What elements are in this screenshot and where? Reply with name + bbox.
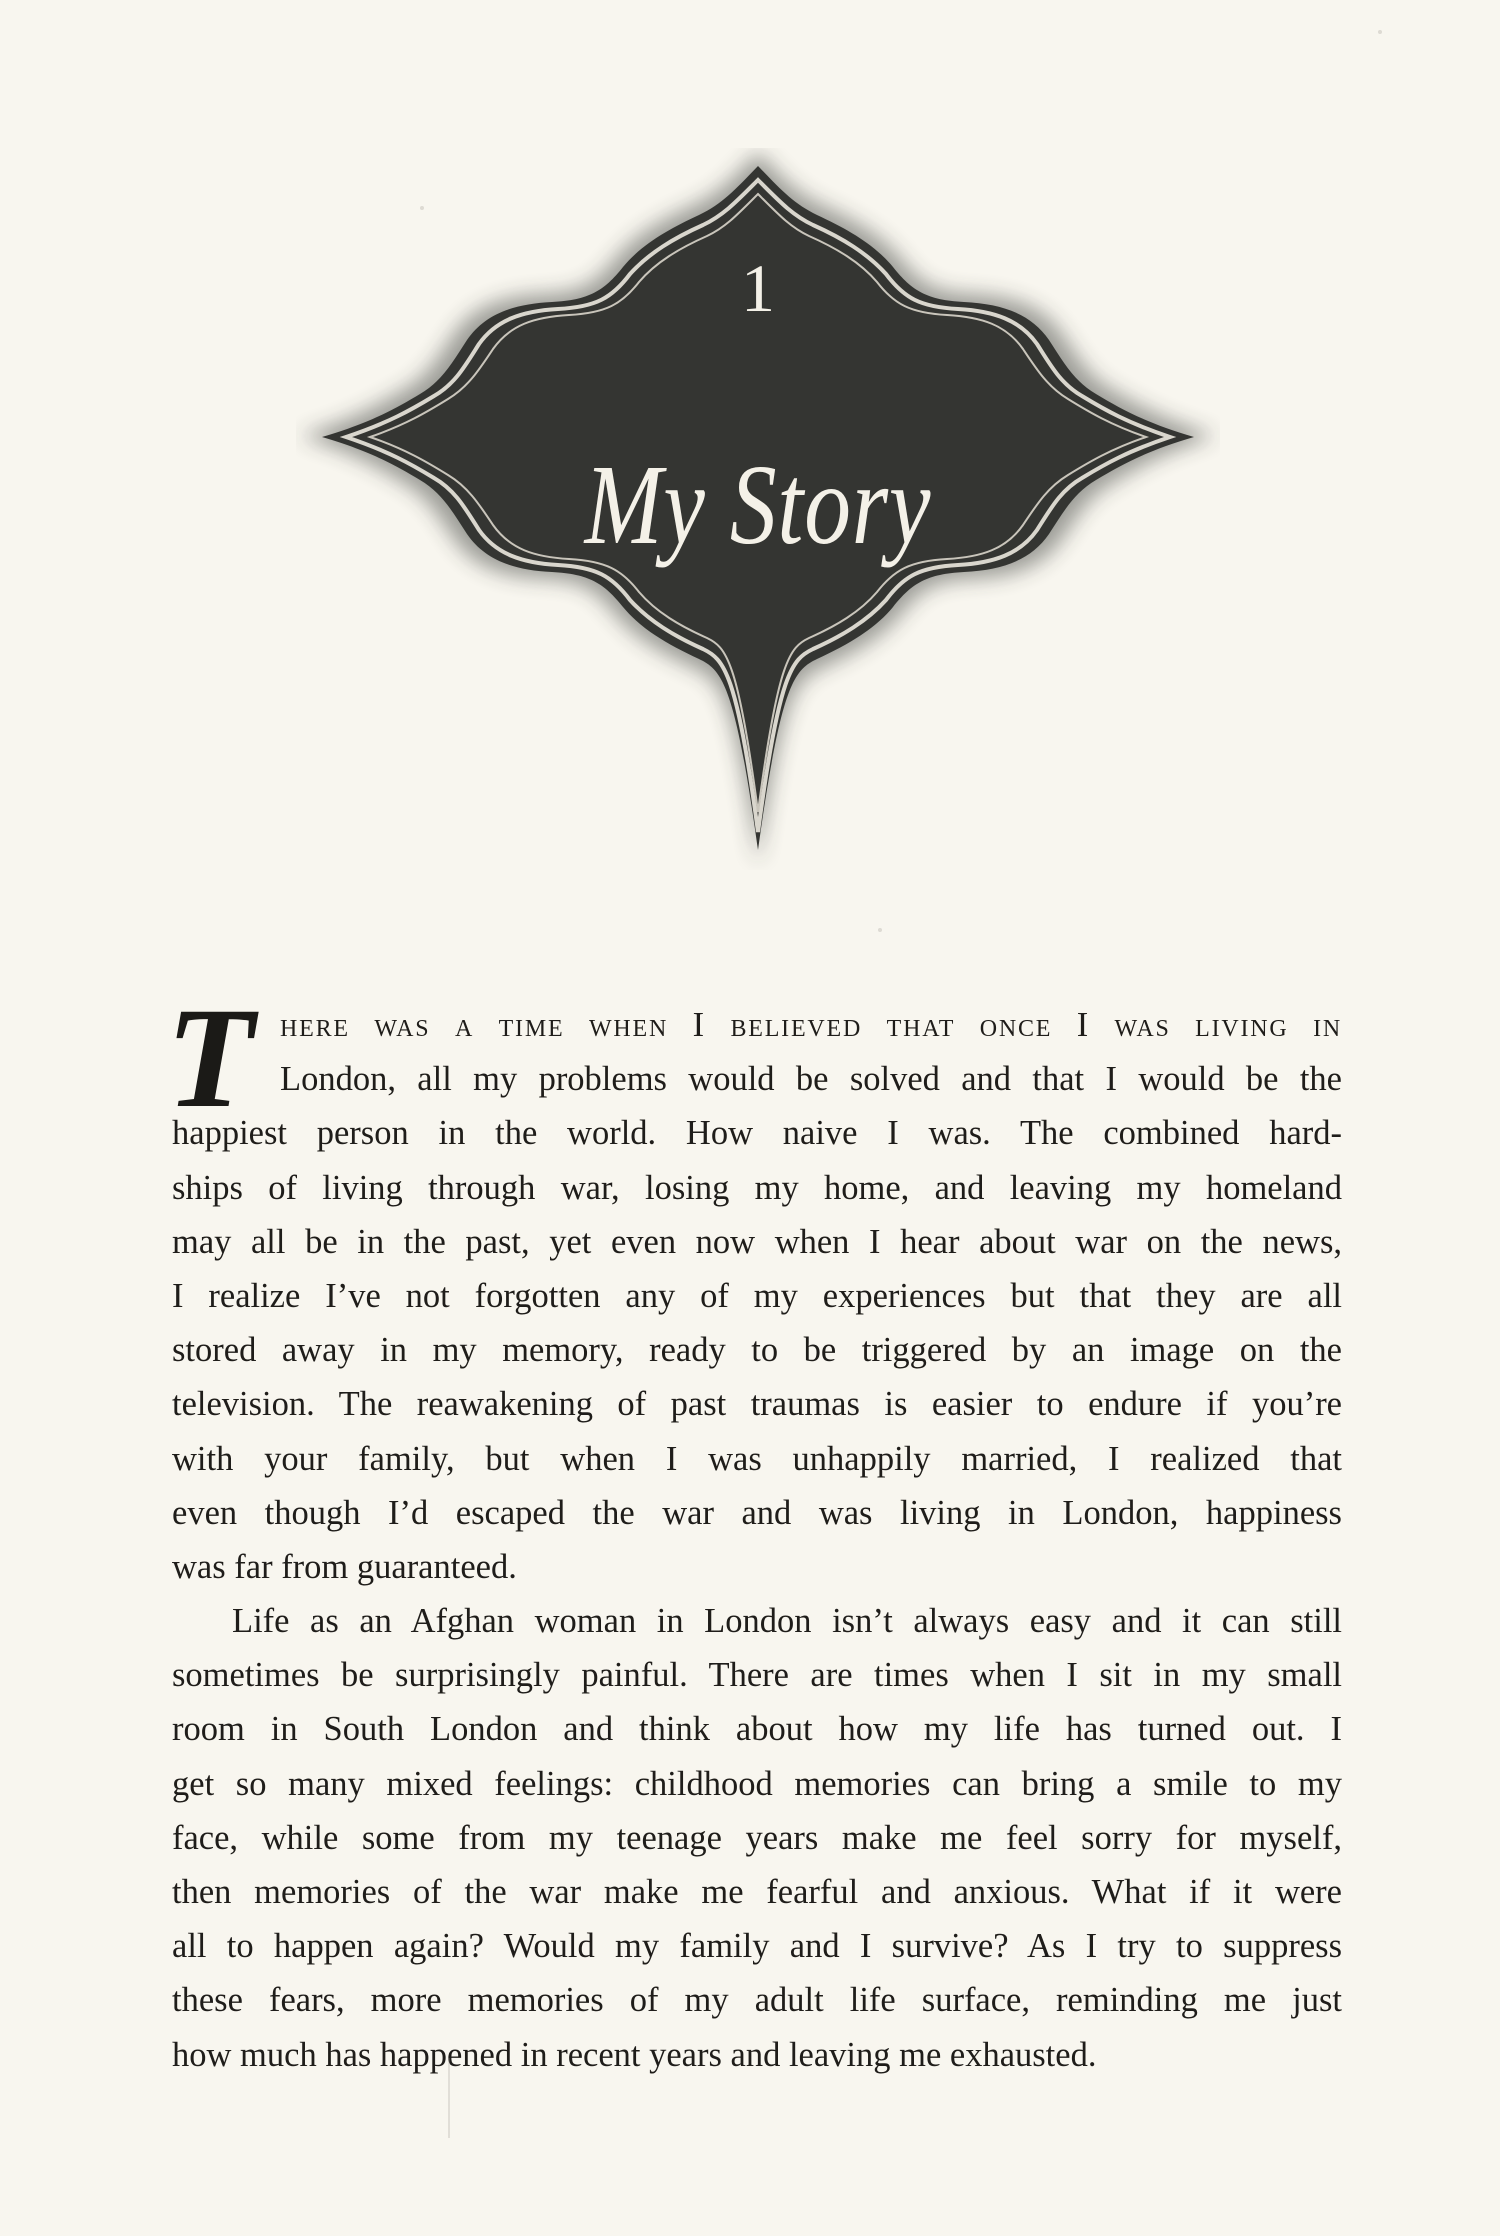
chapter-title: My Story	[584, 441, 932, 568]
scan-speck	[1378, 30, 1382, 34]
smallcaps-opening: here was a time when I believed that once I was living in	[280, 1006, 1342, 1044]
paragraph-1-line-6: I realize I’ve not forgotten any of my experiences but that they are all	[172, 1276, 1342, 1315]
paragraph-1-line-3: happiest person in the world. How naive I was. The combined hard-	[172, 1114, 1342, 1153]
drop-cap: T	[166, 979, 254, 1138]
paragraph-2-line-2: sometimes be surprisingly painful. There are times when I sit in my small	[172, 1656, 1342, 1695]
scan-speck	[420, 206, 424, 210]
paragraph-2-line-4: get so many mixed feelings: childhood memories can bring a smile to my	[172, 1764, 1342, 1803]
paragraph-1-line-5: may all be in the past, yet even now when I hear about war on the news,	[172, 1222, 1342, 1261]
paragraph-1-line-7: stored away in my memory, ready to be triggered by an image on the	[172, 1331, 1342, 1370]
paragraph-1-line-10: even though I’d escaped the war and was living in London, happiness	[172, 1493, 1342, 1532]
paragraph-1-line-2: London, all my problems would be solved and that I would be the	[280, 1060, 1342, 1099]
body-text	[166, 979, 1342, 2082]
chapter-number: 1	[741, 250, 775, 326]
paragraph-1-line-11: was far from guaranteed.	[172, 1547, 517, 1586]
paragraph-2-line-8: these fears, more memories of my adult life surface, reminding me just	[172, 1981, 1342, 2020]
paragraph-1-line-8: television. The reawakening of past traumas is easier to endure if you’re	[172, 1385, 1342, 1424]
paragraph-1-line-4: ships of living through war, losing my home, and leaving my homeland	[172, 1168, 1342, 1207]
paragraph-2-line-1: Life as an Afghan woman in London isn’t always easy and it can still	[232, 1602, 1342, 1641]
paragraph-2-line-3: room in South London and think about how my life has turned out. I	[172, 1710, 1342, 1749]
paragraph-2-line-5: face, while some from my teenage years make me feel sorry for myself,	[172, 1818, 1342, 1857]
chapter-badge	[296, 148, 1220, 870]
scan-speck	[878, 928, 882, 932]
paragraph-2-line-7: all to happen again? Would my family and I survive? As I try to suppress	[172, 1927, 1342, 1966]
paragraph-2-line-6: then memories of the war make me fearful and anxious. What if it were	[172, 1873, 1342, 1911]
paragraph-1-line-9: with your family, but when I was unhappily married, I realized that	[172, 1439, 1342, 1478]
paragraph-2-line-9: how much has happened in recent years and leaving me exhausted.	[172, 2035, 1097, 2074]
scan-mark	[448, 2058, 450, 2138]
